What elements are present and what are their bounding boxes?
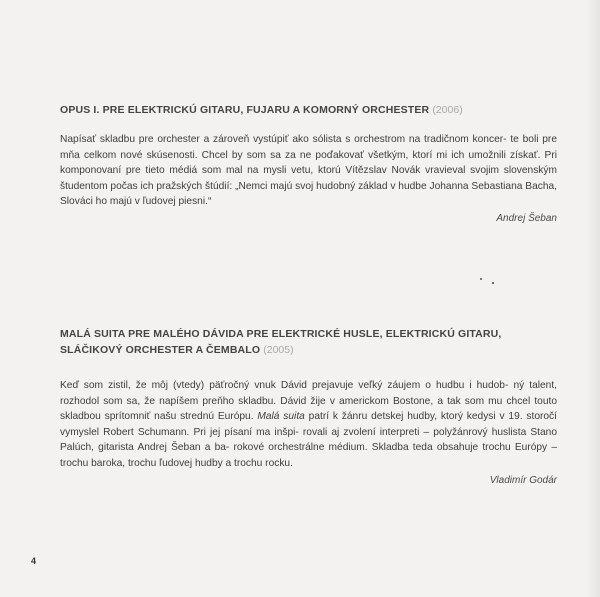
heading-title-line: SLÁČIKOVÝ ORCHESTER A ČEMBALO bbox=[60, 344, 261, 356]
section-body bbox=[60, 378, 557, 472]
page-edge-shadow bbox=[586, 0, 600, 597]
heading-year: (2006) bbox=[432, 104, 463, 116]
body-line: umožnili získať. Pri komponovaní pre tieto médiá som mal na mysli vetu, ktorú Vítězslav Novák bbox=[60, 149, 557, 177]
section-heading bbox=[60, 102, 557, 118]
section-mala-suita bbox=[60, 326, 557, 488]
body-line: rokové orchestrálne médium. Skladba teda obsahuje trochu Európy – trochu baroka, trochu bbox=[60, 442, 557, 469]
author-signature: Vladimír Godár bbox=[489, 474, 557, 486]
body-fragment: patrí k žánru bbox=[304, 411, 368, 423]
body-line: vravieval svojim slovenským študentom počas ich pražských štúdií: „Nemci majú svoj hudobný bbox=[60, 165, 557, 192]
page-number: 4 bbox=[31, 556, 37, 566]
body-line: rovali aj zvolení interpreti – polyžánrový huslista Stano Palúch, gitarista Andrej Šeban a ba- bbox=[60, 426, 557, 454]
heading-title: OPUS I. PRE ELEKTRICKÚ GITARU, FUJARU A KOMORNÝ ORCHESTER bbox=[60, 104, 430, 116]
heading-title-line: MALÁ SUITA PRE MALÉHO DÁVIDA PRE ELEKTRICKÉ HUSLE, ELEKTRICKÚ GITARU, bbox=[60, 328, 502, 340]
print-speck bbox=[480, 278, 482, 280]
body-line: a tak som mu chcel touto skladbou sprítomniť našu strednú Európu. bbox=[60, 395, 558, 423]
heading-year: (2005) bbox=[263, 344, 294, 356]
body-line: Napísať skladbu pre orchester a zároveň vystúpiť ako sólista s orchestrom na tradičnom koncer- bbox=[60, 134, 507, 145]
body-line: Keď som zistil, že môj (vtedy) päťročný vnuk Dávid prejavuje veľký záujem o hudbu i hudob- bbox=[60, 380, 509, 391]
body-line: ľudovej hudby a trochu rocku. bbox=[159, 457, 293, 469]
body-line: te boli pre mňa celkom nové skúsenosti. Chcel by som sa za ne poďakovať všetkým, ktorí mi ich bbox=[60, 134, 557, 161]
section-opus-1 bbox=[60, 102, 557, 226]
author-signature: Andrej Šeban bbox=[496, 212, 557, 224]
body-line: ný talent, rozhodol som sa, že napíšem preňho skladbu. Dávid žije v americkom Bostone, bbox=[60, 380, 557, 407]
print-speck bbox=[492, 282, 494, 284]
body-line: detskej hudby, ktorý kedysi v 19. storočí vymyslel Robert Schumann. Pri jej písaní ma inšpi- bbox=[60, 411, 557, 438]
section-body bbox=[60, 132, 557, 210]
italic-work-title: Malá suita bbox=[257, 411, 305, 423]
body-line: základ v hudbe Johanna Sebastiana Bacha, Slováci ho majú v ľudovej piesni.“ bbox=[60, 180, 557, 208]
section-heading bbox=[60, 326, 557, 358]
